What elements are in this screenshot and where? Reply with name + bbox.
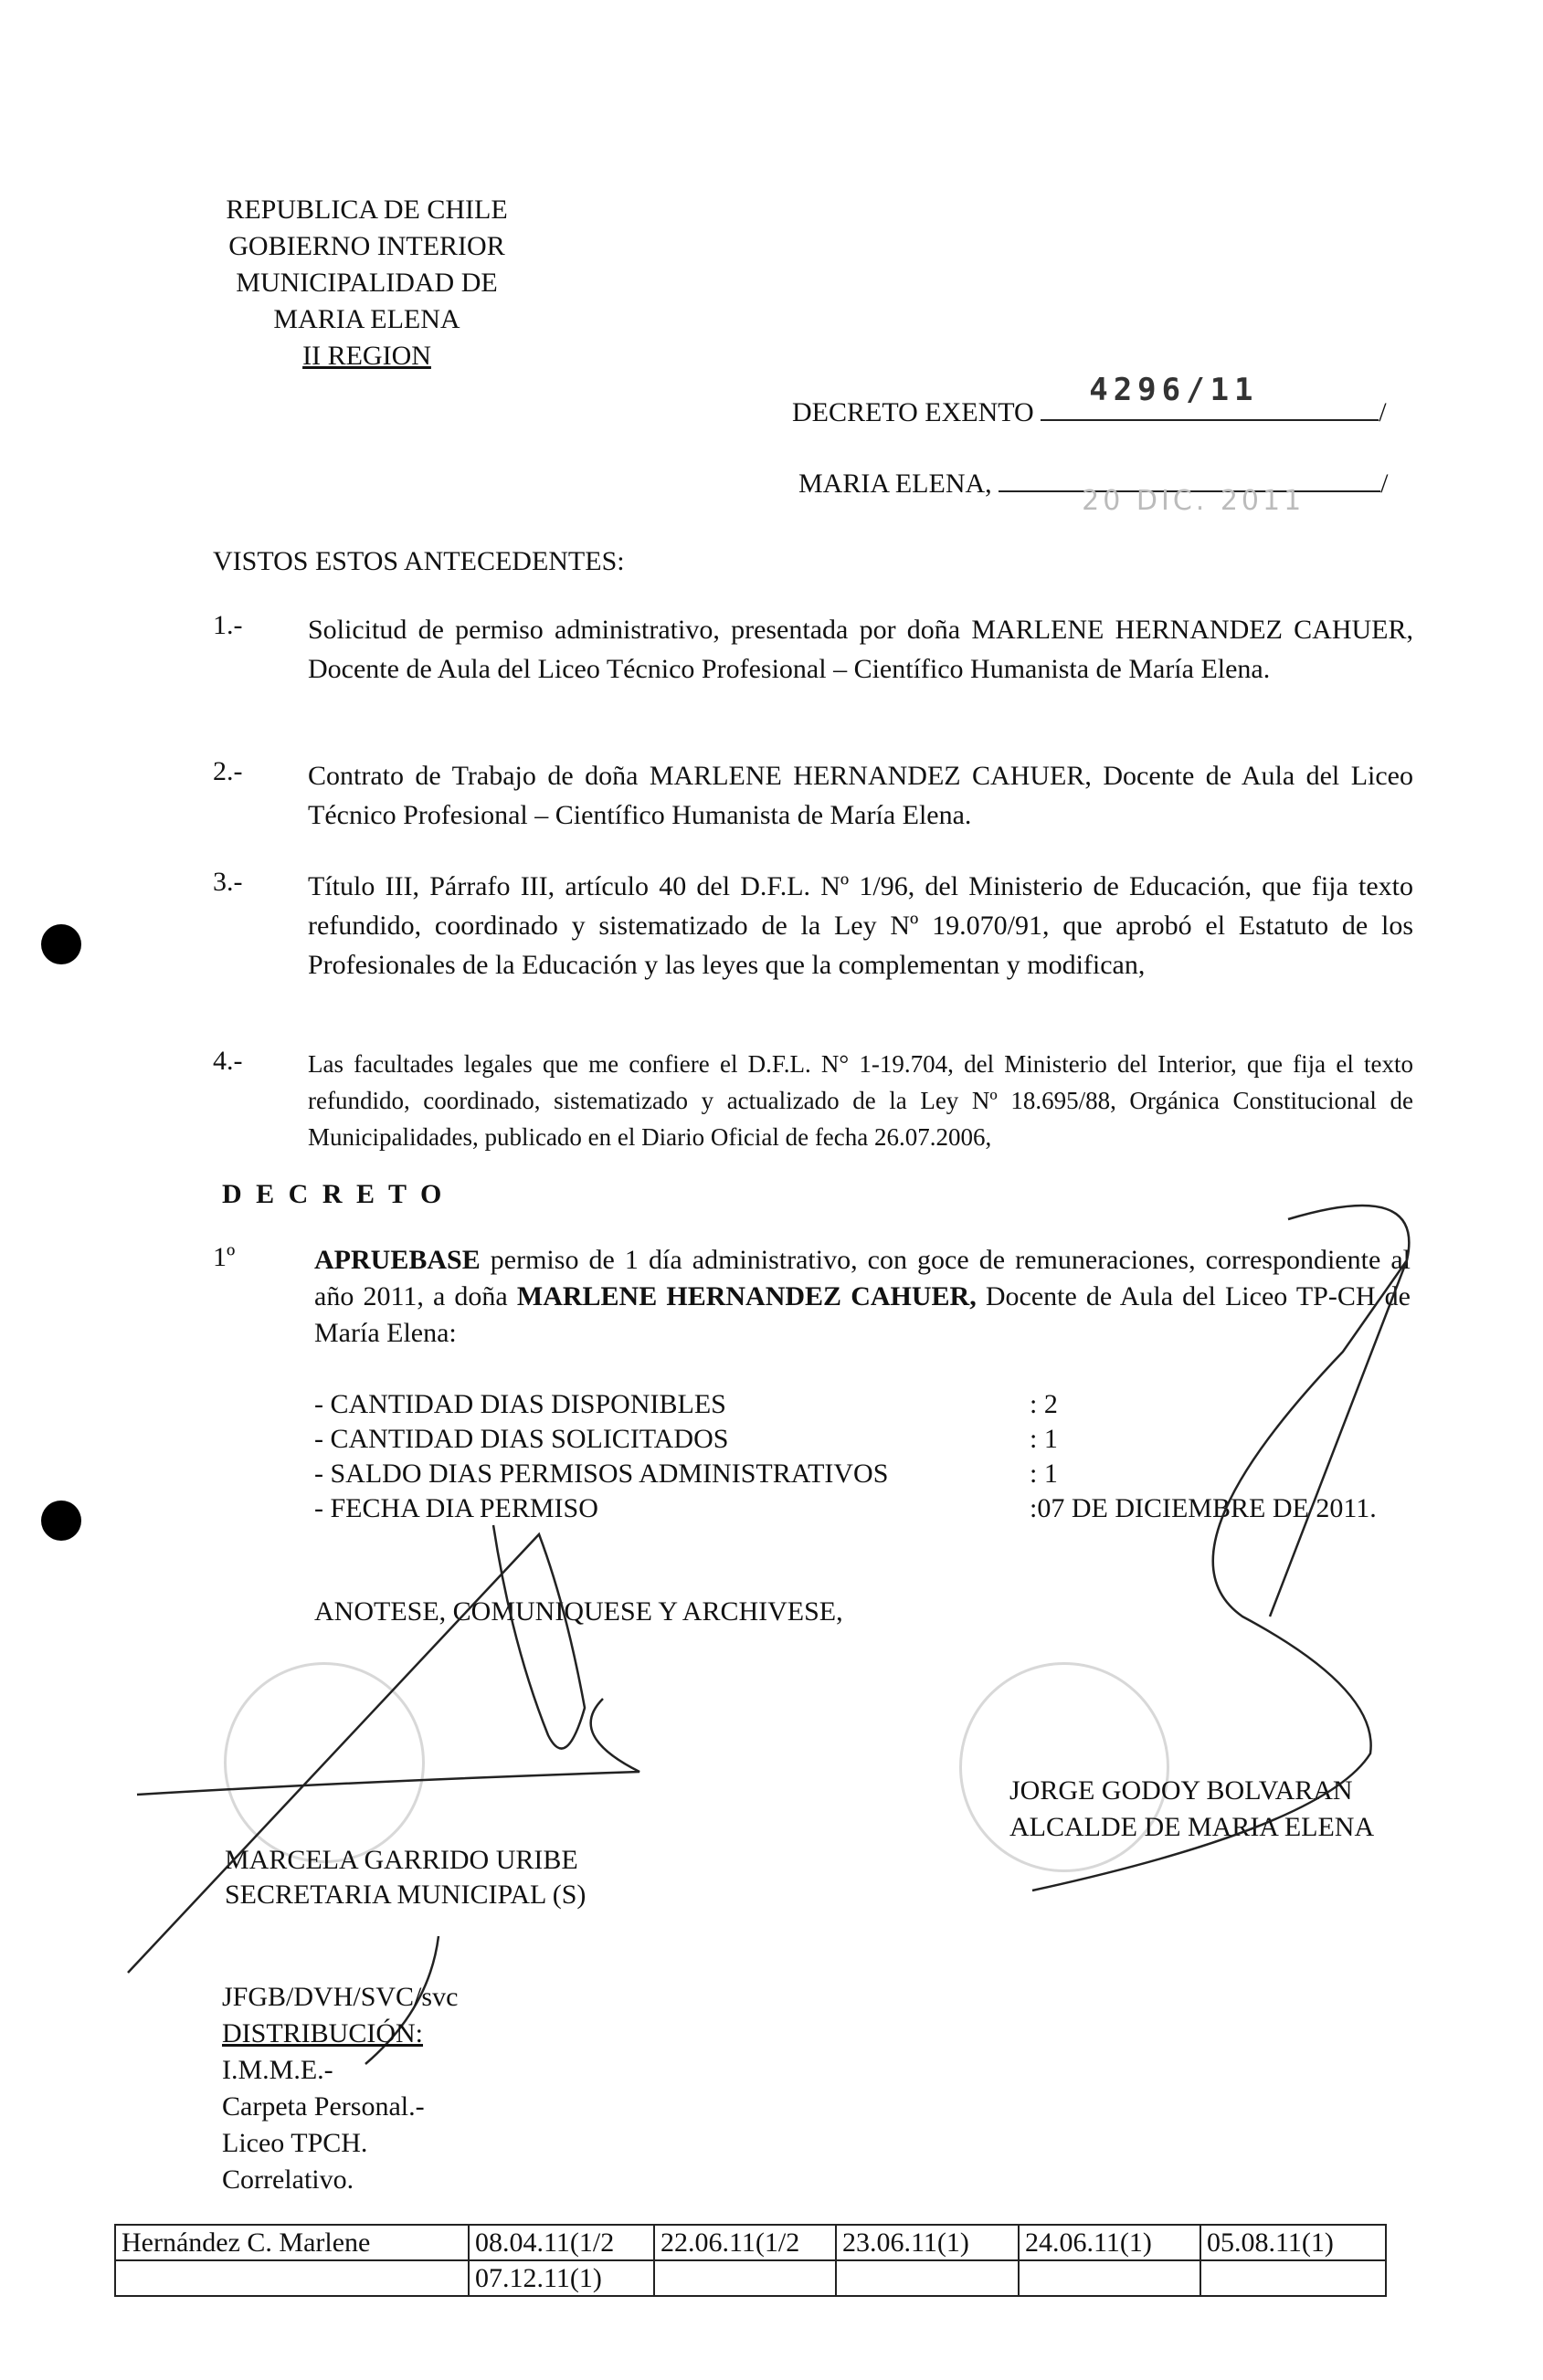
item-number: 3.-: [213, 867, 243, 897]
table-cell: 07.12.11(1): [469, 2260, 654, 2296]
table-cell: [836, 2260, 1019, 2296]
table-cell: 08.04.11(1/2: [469, 2225, 654, 2260]
table-cell: [115, 2260, 469, 2296]
summary-value: : 2: [1030, 1389, 1058, 1419]
letterhead-line: MUNICIPALIDAD DE: [236, 268, 498, 298]
section-title-decreto: D E C R E T O: [222, 1179, 446, 1209]
closing-text: ANOTESE, COMUNIQUESE Y ARCHIVESE,: [314, 1596, 843, 1627]
summary-value: :07 DE DICIEMBRE DE 2011.: [1030, 1493, 1377, 1523]
decree-number: 4296/11: [1089, 372, 1259, 408]
resolution-text-part: permiso de 1 día administrativo, con goce de remuneraciones, correspondiente al año 2011, a doña: [314, 1245, 1411, 1311]
item-number: 2.-: [213, 756, 243, 786]
table-cell: [1200, 2260, 1386, 2296]
summary-value: : 1: [1030, 1459, 1058, 1489]
table-row: [115, 2260, 1386, 2296]
vistos-item: Las facultades legales que me confiere el D.F.L. N° 1-19.704, del Ministerio del Interior, que fija el texto refundido, coordinado, sistematizado y actualizado de la Ley Nº 18.695/88, Orgánica Constitucional de Municipalidades, publicado en el Diario Oficial de fecha 26.07.2006,: [308, 1050, 1413, 1151]
item-number: 4.-: [213, 1046, 243, 1076]
initials: JFGB/DVH/SVC/svc: [222, 1982, 459, 2012]
approve-keyword: APRUEBASE: [314, 1245, 481, 1275]
place-label: MARIA ELENA,: [798, 469, 992, 499]
table-cell: 23.06.11(1): [836, 2225, 1019, 2260]
distribution-title: DISTRIBUCIÓN:: [222, 2018, 424, 2048]
section-title-vistos: VISTOS ESTOS ANTECEDENTES:: [213, 546, 625, 576]
vistos-item: Contrato de Trabajo de doña MARLENE HERNANDEZ CAHUER, Docente de Aula del Liceo Técnico Profesional – Científico Humanista de María Elena.: [308, 761, 1413, 830]
table-cell: 24.06.11(1): [1019, 2225, 1200, 2260]
table-cell: Hernández C. Marlene: [115, 2225, 469, 2260]
table-cell: [1019, 2260, 1200, 2296]
distribution-item: I.M.M.E.-: [222, 2055, 333, 2085]
vistos-item: Solicitud de permiso administrativo, presentada por doña MARLENE HERNANDEZ CAHUER, Docente de Aula del Liceo Técnico Profesional – Científico Humanista de María Elena.: [308, 615, 1413, 684]
resolution-number: 1º: [213, 1242, 236, 1272]
distribution-block: [222, 1979, 458, 2198]
leave-history-table: [114, 2224, 1387, 2297]
summary-value: : 1: [1030, 1424, 1058, 1454]
letterhead-line: REPUBLICA DE CHILE: [226, 195, 508, 225]
signer-name: JORGE GODOY BOLVARAN: [1009, 1775, 1353, 1806]
distribution-item: Correlativo.: [222, 2164, 354, 2195]
table-row: [115, 2225, 1386, 2260]
date-stamp: 20 DIC. 2011: [1082, 485, 1305, 517]
letterhead-line: MARIA ELENA: [273, 304, 460, 334]
summary-label: - FECHA DIA PERMISO: [314, 1493, 598, 1523]
decree-label: DECRETO EXENTO: [792, 397, 1034, 427]
signer-title: SECRETARIA MUNICIPAL (S): [225, 1880, 587, 1910]
distribution-item: Carpeta Personal.-: [222, 2091, 425, 2122]
summary-label: - SALDO DIAS PERMISOS ADMINISTRATIVOS: [314, 1459, 889, 1489]
decree-number-row: DECRETO EXENTO 4296/11 /: [792, 372, 1387, 427]
item-number: 1.-: [213, 610, 243, 640]
decree-date-row: MARIA ELENA, 20 DIC. 2011 /: [798, 469, 1389, 517]
summary-label: - CANTIDAD DIAS DISPONIBLES: [314, 1389, 726, 1419]
letterhead-line: GOBIERNO INTERIOR: [228, 231, 505, 261]
table-cell: 05.08.11(1): [1200, 2225, 1386, 2260]
table-cell: 22.06.11(1/2: [654, 2225, 836, 2260]
table-cell: [654, 2260, 836, 2296]
teacher-name: MARLENE HERNANDEZ CAHUER,: [516, 1281, 977, 1311]
signer-title: ALCALDE DE MARIA ELENA: [1009, 1812, 1375, 1842]
signer-name: MARCELA GARRIDO URIBE: [225, 1845, 578, 1875]
summary-label: - CANTIDAD DIAS SOLICITADOS: [314, 1424, 729, 1454]
letterhead-line: II REGION: [302, 341, 431, 371]
resolution-text-part: Docente de Aula del Liceo TP-CH de María Elena:: [314, 1281, 1411, 1348]
distribution-item: Liceo TPCH.: [222, 2128, 368, 2158]
vistos-item: Título III, Párrafo III, artículo 40 del D.F.L. Nº 1/96, del Ministerio de Educación, que fija texto refundido, coordinado y sistematizado de la Ley Nº 19.070/91, que aprobó el Estatuto de los Profesionales de la Educación y las leyes que la complementan y modifican,: [308, 871, 1413, 980]
